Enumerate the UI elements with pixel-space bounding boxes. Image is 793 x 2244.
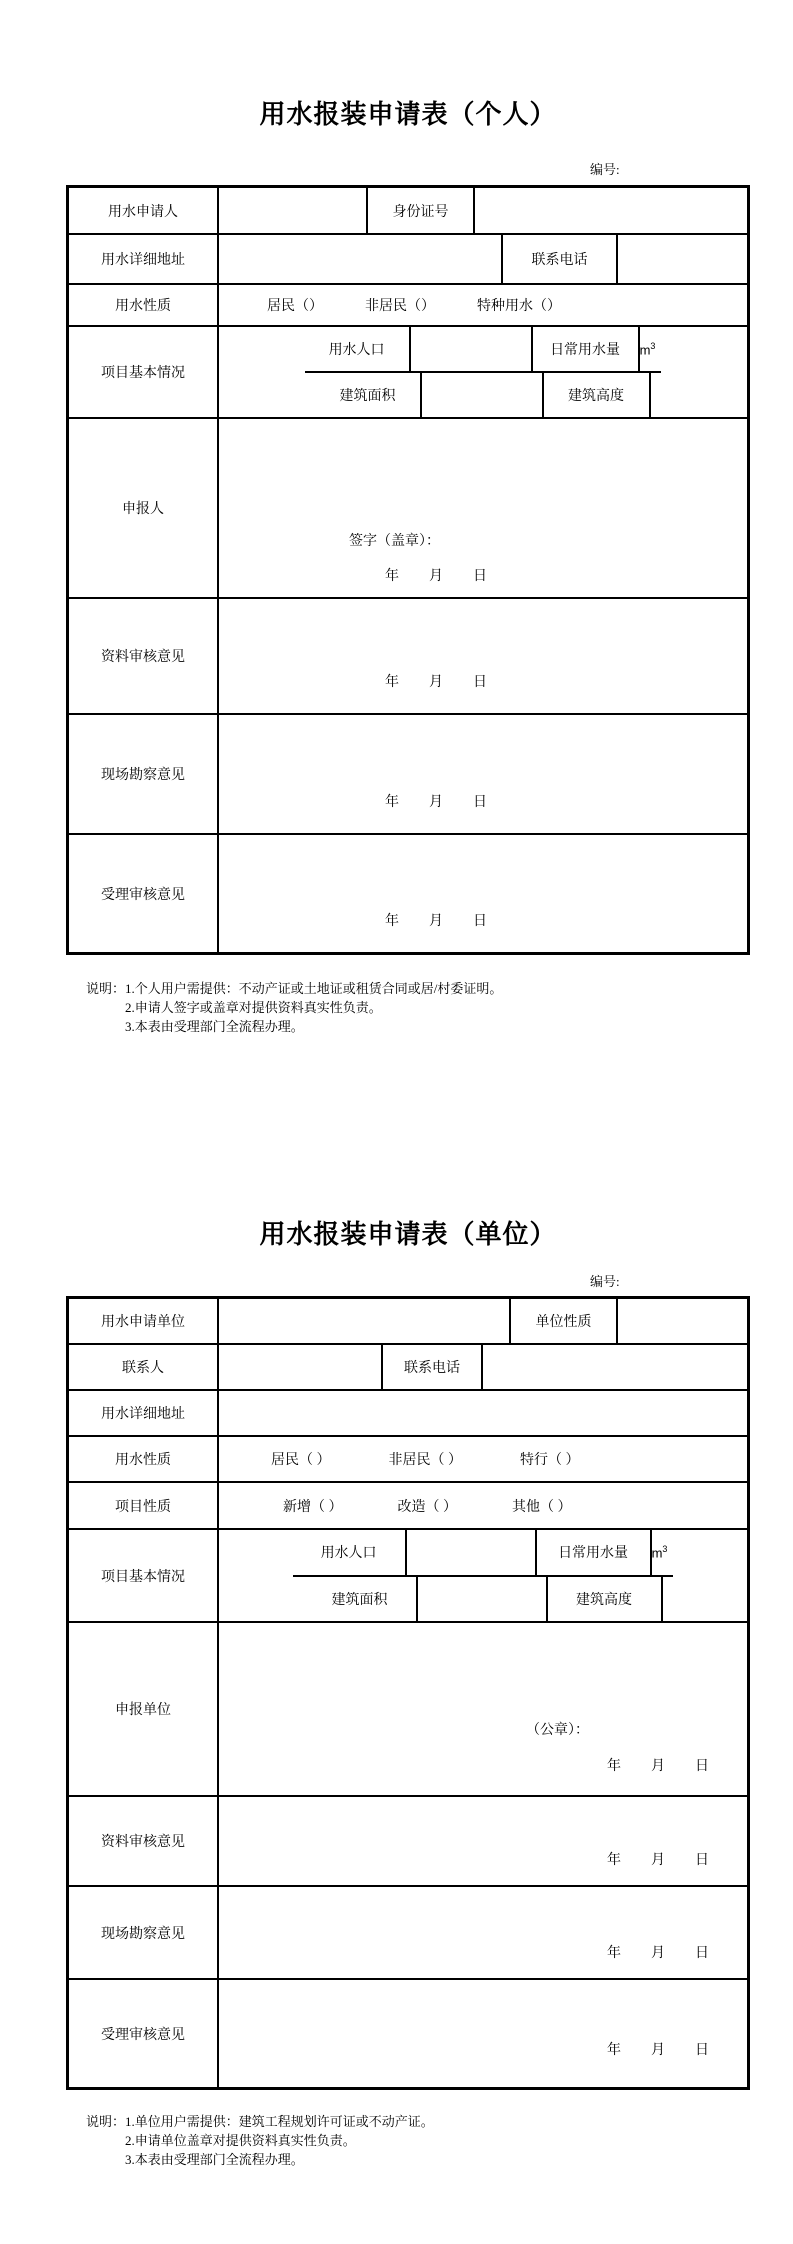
date-year: 年 xyxy=(385,795,399,810)
form2-subrow-population xyxy=(293,1530,674,1577)
form2-accept-cell xyxy=(219,1980,747,2087)
date-day: 日 xyxy=(473,914,487,929)
option-resident: 居民（ ） xyxy=(271,1453,331,1468)
date-year: 年 xyxy=(385,675,399,690)
date-month: 月 xyxy=(429,795,443,810)
form1-notes-prefix: 说明： xyxy=(86,981,126,996)
date-year: 年 xyxy=(607,1853,621,1868)
date-year: 年 xyxy=(607,2043,621,2058)
form2-phone-value-cell xyxy=(483,1345,747,1389)
form2-applicant-label: 用水申请单位 xyxy=(69,1299,219,1343)
form1-address-value-cell xyxy=(219,235,503,283)
form2-area-value-cell xyxy=(418,1577,548,1622)
form1-address-label: 用水详细地址 xyxy=(69,235,219,283)
form1-applicant-label: 用水申请人 xyxy=(69,188,219,233)
form2-review-cell xyxy=(219,1797,747,1885)
form-organization xyxy=(66,1218,750,2169)
form2-row-project-nature xyxy=(69,1483,747,1530)
form1-row-declarant xyxy=(69,419,747,599)
form2-row-project-basics xyxy=(69,1530,747,1623)
form2-notes-lines xyxy=(125,2112,434,2169)
date-day: 日 xyxy=(695,1853,709,1868)
option-other: 其他（ ） xyxy=(512,1499,572,1515)
form1-nature-label: 用水性质 xyxy=(69,285,219,325)
form1-nature-options xyxy=(219,285,747,325)
option-renovation: 改造（ ） xyxy=(397,1499,457,1515)
form1-project-label: 项目基本情况 xyxy=(69,327,219,417)
date-day: 日 xyxy=(695,1759,709,1774)
form2-survey-label: 现场勘察意见 xyxy=(69,1887,219,1978)
form1-survey-cell xyxy=(219,715,747,833)
date-year: 年 xyxy=(607,1946,621,1961)
form2-contact-value-cell xyxy=(219,1345,383,1389)
option-non-resident: 非居民（ ） xyxy=(388,1453,462,1468)
form2-declarant-label: 申报单位 xyxy=(69,1623,219,1795)
form1-height-label: 建筑高度 xyxy=(544,373,651,417)
date-year: 年 xyxy=(607,1759,621,1774)
form2-notes-prefix: 说明： xyxy=(86,2114,126,2129)
date-year: 年 xyxy=(385,569,399,584)
form1-notes xyxy=(86,979,750,1036)
form1-row-applicant xyxy=(69,188,747,235)
note-line: 3.本表由受理部门全流程办理。 xyxy=(125,2152,304,2167)
form2-review-date xyxy=(219,1849,747,1869)
cubic-meter-unit: $m^3$ xyxy=(651,1544,668,1561)
form1-area-value-cell xyxy=(422,373,544,417)
date-day: 日 xyxy=(695,1946,709,1961)
form2-nature-label: 用水性质 xyxy=(69,1437,219,1481)
form2-accept-date xyxy=(219,2039,747,2059)
form1-notes-lines xyxy=(125,979,502,1036)
form2-subrow-building xyxy=(304,1577,663,1622)
form2-nature-options xyxy=(219,1437,747,1481)
note-line: 1.单位用户需提供：建筑工程规划许可证或不动产证。 xyxy=(125,2114,434,2129)
form1-review-cell xyxy=(219,599,747,713)
form2-daily-usage-label: 日常用水量 xyxy=(537,1530,652,1575)
form1-project-grid xyxy=(219,327,747,417)
form2-seal-label: （公章）： xyxy=(526,1723,589,1738)
form2-accept-label: 受理审核意见 xyxy=(69,1980,219,2087)
form2-daily-usage-value-cell xyxy=(652,1530,674,1575)
date-day: 日 xyxy=(473,795,487,810)
form2-applicant-value-cell xyxy=(219,1299,511,1343)
form1-accept-label: 受理审核意见 xyxy=(69,835,219,952)
form2-population-label: 用水人口 xyxy=(293,1530,407,1575)
form2-row-address xyxy=(69,1391,747,1437)
date-month: 月 xyxy=(651,1853,665,1868)
form2-survey-cell xyxy=(219,1887,747,1978)
form2-address-value-cell xyxy=(219,1391,747,1435)
form2-height-label: 建筑高度 xyxy=(548,1577,663,1622)
form2-project-grid xyxy=(219,1530,747,1621)
option-special-water: 特种用水（） xyxy=(477,299,561,314)
form1-accept-cell xyxy=(219,835,747,952)
form1-area-label: 建筑面积 xyxy=(316,373,422,417)
option-non-resident: 非居民（） xyxy=(365,299,435,314)
form2-population-value-cell xyxy=(407,1530,537,1575)
form1-phone-value-cell xyxy=(618,235,747,283)
form1-id-label: 身份证号 xyxy=(368,188,475,233)
form2-phone-label: 联系电话 xyxy=(383,1345,483,1389)
form1-row-project-basics xyxy=(69,327,747,419)
form2-declarant-date xyxy=(219,1755,747,1775)
form2-survey-date xyxy=(219,1942,747,1962)
form2-project-nature-options xyxy=(219,1483,747,1528)
option-resident: 居民（） xyxy=(267,299,323,314)
form1-id-value-cell xyxy=(475,188,747,233)
form2-row-acceptance-review xyxy=(69,1980,747,2087)
date-month: 月 xyxy=(429,914,443,929)
form1-table xyxy=(66,185,750,955)
form2-address-label: 用水详细地址 xyxy=(69,1391,219,1435)
option-new: 新增（ ） xyxy=(283,1499,343,1515)
form2-org-type-value-cell xyxy=(618,1299,747,1343)
form1-phone-label: 联系电话 xyxy=(503,235,618,283)
note-line: 2.申请单位盖章对提供资料真实性负责。 xyxy=(125,2133,356,2148)
note-line: 1.个人用户需提供：不动产证或土地证或租赁合同或居/村委证明。 xyxy=(125,981,503,996)
form1-daily-usage-value-cell xyxy=(640,327,662,371)
form2-project-nature-label: 项目性质 xyxy=(69,1483,219,1528)
form2-row-contact xyxy=(69,1345,747,1391)
form2-row-applicant-org xyxy=(69,1299,747,1345)
date-month: 月 xyxy=(651,1759,665,1774)
form2-project-label: 项目基本情况 xyxy=(69,1530,219,1621)
form2-contact-label: 联系人 xyxy=(69,1345,219,1389)
form2-table xyxy=(66,1296,750,2090)
form2-row-site-survey xyxy=(69,1887,747,1980)
form2-org-type-label: 单位性质 xyxy=(511,1299,618,1343)
form1-declarant-date xyxy=(219,565,747,585)
date-month: 月 xyxy=(429,675,443,690)
note-line: 3.本表由受理部门全流程办理。 xyxy=(125,1019,304,1034)
date-month: 月 xyxy=(429,569,443,584)
form1-subrow-population xyxy=(305,327,662,373)
form1-row-address xyxy=(69,235,747,285)
form1-survey-date xyxy=(219,791,747,811)
form1-review-label: 资料审核意见 xyxy=(69,599,219,713)
form2-declarant-cell xyxy=(219,1623,747,1795)
form1-population-value-cell xyxy=(411,327,533,371)
form1-review-date xyxy=(219,671,747,691)
form2-notes xyxy=(86,2112,750,2169)
date-day: 日 xyxy=(473,569,487,584)
date-day: 日 xyxy=(473,675,487,690)
note-line: 2.申请人签字或盖章对提供资料真实性负责。 xyxy=(125,1000,382,1015)
form1-declarant-cell xyxy=(219,419,747,597)
date-month: 月 xyxy=(651,2043,665,2058)
form1-serial-label: 编号: xyxy=(590,162,620,177)
form1-applicant-value-cell xyxy=(219,188,368,233)
form1-survey-label: 现场勘察意见 xyxy=(69,715,219,833)
form1-declarant-label: 申报人 xyxy=(69,419,219,597)
form1-row-document-review xyxy=(69,599,747,715)
date-month: 月 xyxy=(651,1946,665,1961)
form-individual xyxy=(66,0,750,1036)
form1-sign-label: 签字（盖章）： xyxy=(349,534,440,549)
form1-row-site-survey xyxy=(69,715,747,835)
form1-row-water-nature xyxy=(69,285,747,327)
option-special-industry: 特行（ ） xyxy=(520,1453,580,1468)
date-day: 日 xyxy=(695,2043,709,2058)
date-year: 年 xyxy=(385,914,399,929)
form2-row-water-nature xyxy=(69,1437,747,1483)
form1-population-label: 用水人口 xyxy=(305,327,411,371)
cubic-meter-unit: $m^3$ xyxy=(639,340,656,358)
form1-accept-date xyxy=(219,910,747,930)
form1-daily-usage-label: 日常用水量 xyxy=(533,327,640,371)
form2-review-label: 资料审核意见 xyxy=(69,1797,219,1885)
form2-serial-label: 编号: xyxy=(590,1274,620,1289)
form2-row-declarant-org xyxy=(69,1623,747,1797)
form2-area-label: 建筑面积 xyxy=(304,1577,418,1622)
form1-subrow-building xyxy=(316,373,651,417)
form1-title: 用水报装申请表（个人） xyxy=(259,100,557,129)
form2-row-document-review xyxy=(69,1797,747,1887)
form2-title: 用水报装申请表（单位） xyxy=(259,1220,557,1249)
form1-row-acceptance-review xyxy=(69,835,747,952)
